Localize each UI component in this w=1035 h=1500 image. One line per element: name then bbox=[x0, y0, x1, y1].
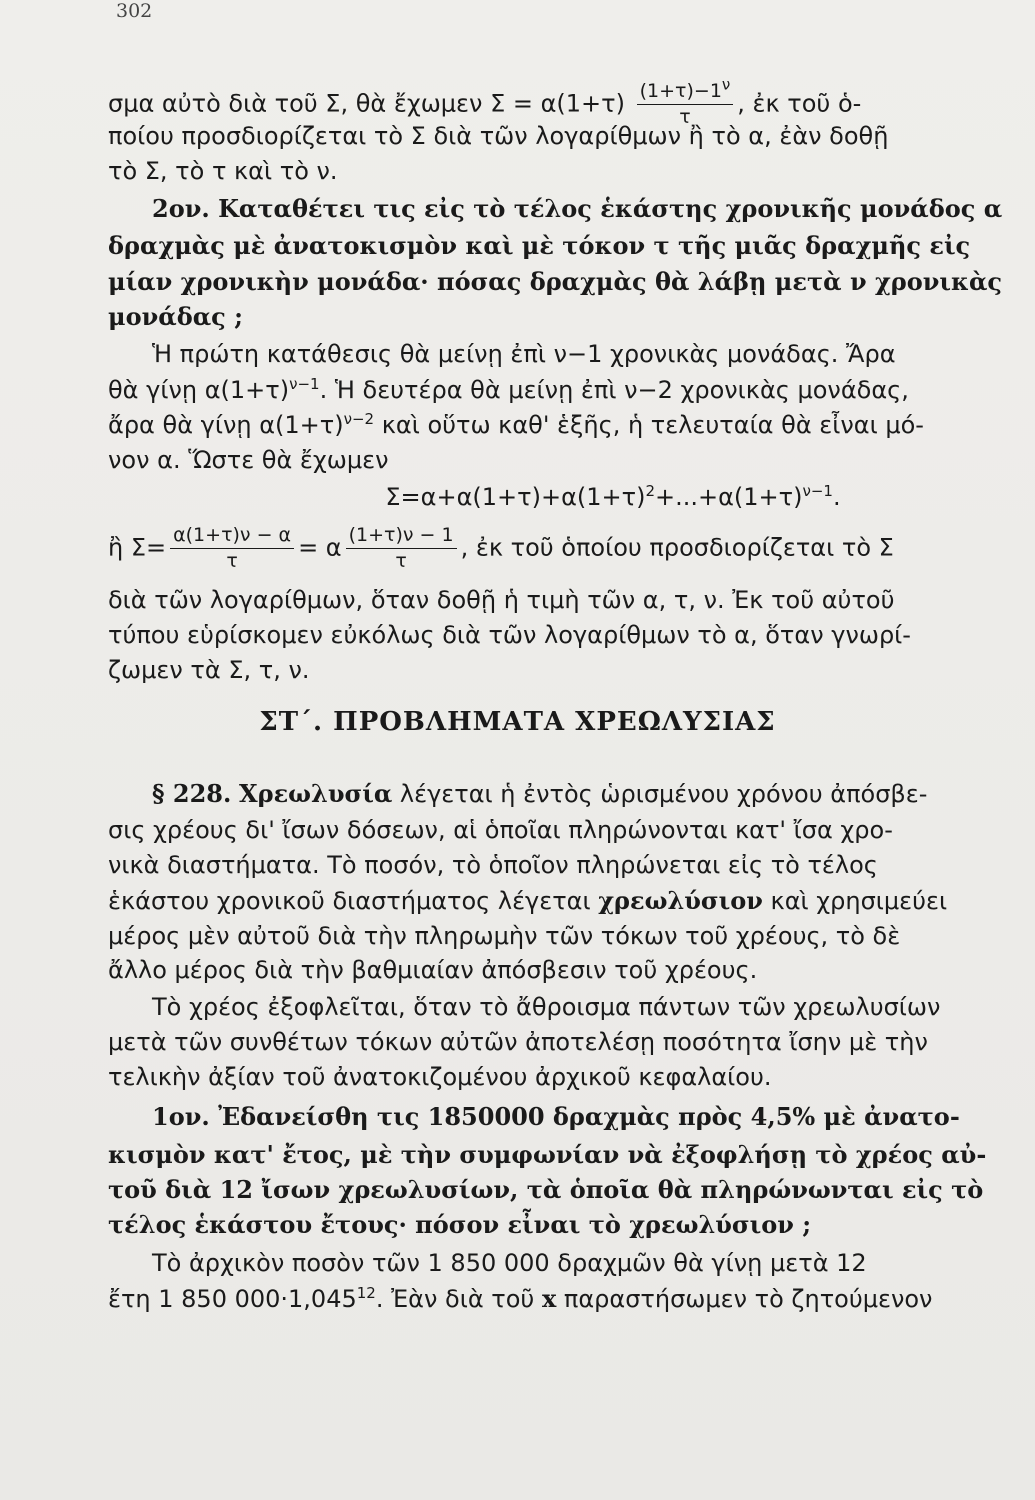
problem-line: κισμὸν κατ' ἔτος, μὲ τὴν συμφωνίαν νὰ ἐξοφλήσῃ τὸ χρέος αὐ- bbox=[108, 1140, 987, 1169]
text-line: Ἡ πρώτη κατάθεσις θὰ μείνῃ ἐπὶ ν−1 χρονικὰς μονάδας. Ἄρα bbox=[152, 340, 896, 368]
text-line: νον α. Ὥστε θὰ ἔχωμεν bbox=[108, 446, 389, 474]
text-line: σμα αὐτὸ διὰ τοῦ Σ, θὰ ἔχωμεν Σ = α(1+τ) $\frac{(1+\tau)-1^\nu}{\tau}$ , ἐκ τοῦ ὁ- bbox=[108, 75, 862, 128]
problem-line: τοῦ διὰ 12 ἴσων χρεωλυσίων, τὰ ὁποῖα θὰ πληρώνωνται εἰς τὸ bbox=[108, 1175, 984, 1204]
text-line: τύπου εὑρίσκομεν εὐκόλως διὰ τῶν λογαρίθμων τὸ α, ὅταν γνωρί- bbox=[108, 621, 911, 649]
problem-line: τέλος ἑκάστου ἔτους· πόσον εἶναι τὸ χρεωλύσιον ; bbox=[108, 1210, 812, 1239]
fraction: $\frac{(1+\tau)-1^\nu}{\tau}$ bbox=[637, 82, 734, 127]
text-line: Τὸ χρέος ἐξοφλεῖται, ὅταν τὸ ἄθροισμα πάντων τῶν χρεωλυσίων bbox=[152, 993, 941, 1021]
text-line: μέρος μὲν αὐτοῦ διὰ τὴν πληρωμὴν τῶν τόκων τοῦ χρέους, τὸ δὲ bbox=[108, 922, 901, 950]
page-number: 302 bbox=[116, 0, 153, 22]
problem-line: δραχμὰς μὲ ἀνατοκισμὸν καὶ μὲ τόκον τ τῆς μιᾶς δραχμῆς εἰς bbox=[108, 231, 971, 260]
text-line: σις χρέους δι' ἴσων δόσεων, αἱ ὁποῖαι πληρώνονται κατ' ἴσα χρο- bbox=[108, 816, 893, 844]
text-line: τὸ Σ, τὸ τ καὶ τὸ ν. bbox=[108, 157, 338, 185]
text-line: ἄρα θὰ γίνῃ $\alpha(1+\tau)^{\nu-2}$ καὶ οὕτω καθ' ἑξῆς, ἡ τελευταία θὰ εἶναι μό- bbox=[108, 410, 924, 439]
text-line: διὰ τῶν λογαρίθμων, ὅταν δοθῇ ἡ τιμὴ τῶν α, τ, ν. Ἐκ τοῦ αὐτοῦ bbox=[108, 586, 895, 614]
problem-line: μίαν χρονικὴν μονάδα· πόσας δραχμὰς θὰ λάβῃ μετὰ ν χρονικὰς bbox=[108, 267, 1003, 296]
text-line: ζωμεν τὰ Σ, τ, ν. bbox=[108, 656, 310, 684]
text-line: μετὰ τῶν συνθέτων τόκων αὐτῶν ἀποτελέσῃ ποσότητα ἴσην μὲ τὴν bbox=[108, 1028, 928, 1056]
text-line: θὰ γίνῃ $\alpha(1+\tau)^{\nu-1}$. Ἡ δευτέρα θὰ μείνῃ ἐπὶ ν−2 χρονικὰς μονάδας, bbox=[108, 375, 909, 404]
text-line: § 228. Χρεωλυσία λέγεται ἡ ἐντὸς ὡρισμένου χρόνου ἀπόσβε- bbox=[152, 779, 928, 808]
problem-line: 2ον. Καταθέτει τις εἰς τὸ τέλος ἑκάστης χρονικῆς μονάδος α bbox=[152, 194, 1003, 223]
problem-line: 1ον. Ἐδανείσθη τις 1850000 δραχμὰς πρὸς 4,5% μὲ ἀνατο- bbox=[152, 1102, 960, 1131]
text-line: Τὸ ἀρχικὸν ποσὸν τῶν 1 850 000 δραχμῶν θὰ γίνῃ μετὰ 12 bbox=[152, 1249, 867, 1277]
fraction: $\frac{(1+\tau)\nu - 1}{\tau}$ bbox=[346, 526, 457, 571]
text-line: τελικὴν ἀξίαν τοῦ ἀνατοκιζομένου ἀρχικοῦ κεφαλαίου. bbox=[108, 1063, 772, 1091]
text-line: ἄλλο μέρος διὰ τὴν βαθμιαίαν ἀπόσβεσιν τοῦ χρέους. bbox=[108, 956, 758, 984]
text-line: ἔτη 1 850 $000\cdot 1,045^{12}$. Ἐὰν διὰ τοῦ x παραστήσωμεν τὸ ζητούμενον bbox=[108, 1284, 933, 1313]
problem-line: μονάδας ; bbox=[108, 302, 243, 331]
section-heading: ΣΤ΄. ΠΡΟΒΛΗΜΑΤΑ ΧΡΕΩΛΥΣΙΑΣ bbox=[259, 707, 776, 737]
text-line: ἑκάστου χρονικοῦ διαστήματος λέγεται χρεωλύσιον καὶ χρησιμεύει bbox=[108, 886, 948, 915]
fraction: $\frac{\alpha(1+\tau)\nu - \alpha}{\tau}$ bbox=[170, 526, 294, 571]
sum-formula: $\Sigma=\alpha+\alpha(1+\tau)+\alpha(1+\tau)^2+...+\alpha(1+\tau)^{\nu-1}$. bbox=[385, 482, 841, 511]
text-line: ποίου προσδιορίζεται τὸ Σ διὰ τῶν λογαρίθμων ἢ τὸ α, ἐὰν δοθῇ bbox=[108, 122, 889, 150]
text-line: νικὰ διαστήματα. Τὸ ποσόν, τὸ ὁποῖον πληρώνεται εἰς τὸ τέλος bbox=[108, 851, 878, 879]
closed-formula: ἢ Σ= $\frac{\alpha(1+\tau)\nu - \alpha}{\tau}$ = α $\frac{(1+\tau)\nu - 1}{\tau}$ , ἐκ τοῦ ὁποίου προσδιορίζεται τὸ Σ bbox=[108, 524, 894, 572]
